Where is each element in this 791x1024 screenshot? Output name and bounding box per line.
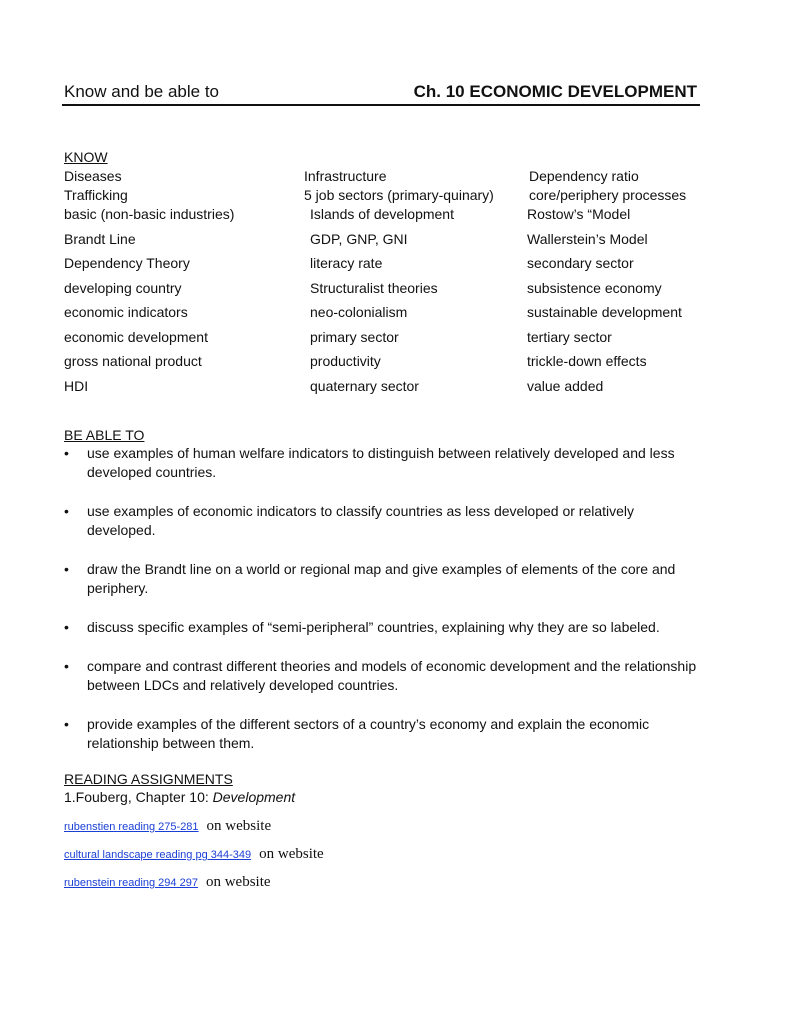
list-item-text: discuss specific examples of “semi-peripheral” countries, explaining why they are so labeled. [87,619,660,635]
know-term: literacy rate [310,255,383,271]
know-term: gross national product [64,353,202,369]
header-rule [62,104,700,106]
chapter-title: Ch. 10 ECONOMIC DEVELOPMENT [413,82,697,101]
header-subtitle: Know and be able to [64,82,220,101]
reading-link-suffix: on website [259,846,324,862]
know-term: economic development [64,329,208,345]
know-term: Brandt Line [64,231,136,247]
list-item [64,618,704,637]
know-term: basic (non-basic industries) [64,206,235,222]
reading-link[interactable]: rubenstein reading 294 297 [64,877,198,889]
reading-link-suffix: on website [205,874,271,890]
reading-link-row [64,818,271,835]
know-term: Dependency ratio [529,168,639,184]
reading-link-row [64,846,324,863]
bullet-icon: • [64,619,69,635]
reading-textbook-prefix: 1.Fouberg, Chapter 10: [64,789,213,805]
know-term: sustainable development [527,304,682,320]
list-item [64,502,704,540]
list-item-text: use examples of economic indicators to classify countries as less developed or relatively developed. [87,503,635,538]
know-term: 5 job sectors (primary-quinary) [304,187,494,203]
know-term: Wallerstein’s Model [527,231,648,247]
know-term: Trafficking [64,187,128,203]
know-term: secondary sector [527,255,634,271]
list-item-text: draw the Brandt line on a world or regional map and give examples of elements of the core and periphery. [87,561,676,596]
know-term: GDP, GNP, GNI [310,231,408,247]
list-item [64,715,704,753]
bullet-icon: • [64,658,69,674]
list-item-text: provide examples of the different sectors of a country’s economy and explain the economic relationship between them. [87,716,650,751]
know-term: economic indicators [64,304,188,320]
know-term: productivity [310,353,381,369]
reading-textbook-title: Development [212,789,296,805]
reading-link-row [64,874,271,891]
know-term: subsistence economy [527,280,662,296]
know-term: Infrastructure [304,168,387,184]
know-term: Dependency Theory [64,255,190,271]
know-term: trickle-down effects [527,353,647,369]
list-item-text: use examples of human welfare indicators to distinguish between relatively developed and less developed countries. [87,445,675,480]
know-term: core/periphery processes [529,187,687,203]
bullet-icon: • [64,503,69,519]
bullet-icon: • [64,716,69,732]
know-term: value added [527,378,604,394]
reading-link[interactable]: rubenstien reading 275-281 [64,821,199,833]
know-term: quaternary sector [310,378,419,394]
list-item [64,560,704,598]
know-heading: KNOW [64,149,108,165]
be-able-to-heading: BE ABLE TO [64,427,145,443]
know-term: primary sector [310,329,399,345]
know-term: HDI [64,378,89,394]
know-term: Diseases [64,168,122,184]
list-item [64,657,704,695]
reading-link-suffix: on website [206,818,272,834]
know-term: Structuralist theories [310,280,438,296]
be-able-to-list [64,444,704,773]
know-term: developing country [64,280,182,296]
list-item [64,444,704,482]
know-term: tertiary sector [527,329,612,345]
know-term: neo-colonialism [310,304,408,320]
list-item-text: compare and contrast different theories and models of economic development and the relationship between LDCs and relatively developed countries. [87,658,697,693]
reading-link[interactable]: cultural landscape reading pg 344-349 [64,849,252,861]
bullet-icon: • [64,445,69,461]
reading-heading: READING ASSIGNMENTS [64,771,233,787]
know-term: Rostow’s “Model [527,206,631,222]
know-term: Islands of development [310,206,454,222]
bullet-icon: • [64,561,69,577]
reading-textbook [64,789,295,805]
